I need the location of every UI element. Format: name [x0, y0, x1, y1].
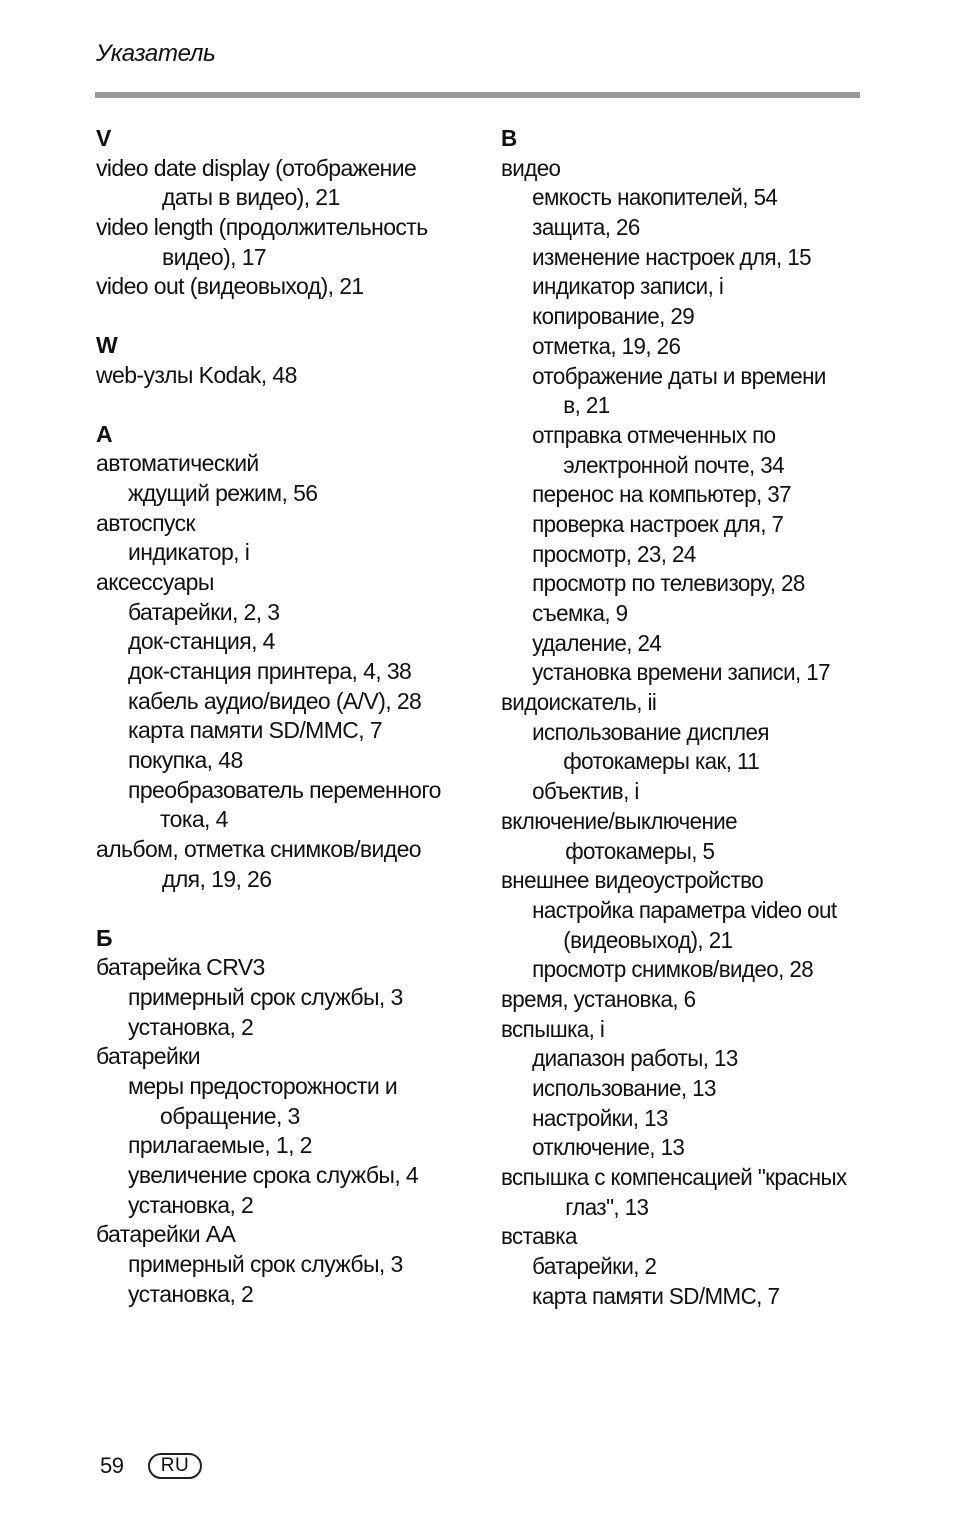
index-entry: video out (видеовыход), 21: [96, 273, 364, 300]
index-entry-continuation: (видеовыход), 21: [563, 926, 733, 953]
index-subentry: отправка отмеченных по: [532, 421, 776, 448]
index-letter-heading: Б: [96, 924, 113, 951]
index-entry-continuation: глаз", 13: [565, 1193, 649, 1220]
index-section-gap: [96, 391, 466, 420]
index-entry: аксессуары: [96, 568, 214, 595]
index-subentry: меры предосторожности и: [128, 1072, 398, 1099]
index-subentry: карта памяти SD/MMC, 7: [128, 717, 383, 744]
index-subentry: преобразователь переменного: [128, 776, 441, 803]
index-subentry: док-станция, 4: [128, 628, 275, 655]
index-entry: батарейки: [96, 1043, 200, 1070]
header-divider: [95, 92, 860, 98]
index-subentry: отображение даты и времени: [532, 362, 826, 389]
index-entry-continuation: в, 21: [563, 392, 610, 419]
index-subentry: примерный срок службы, 3: [128, 983, 403, 1010]
index-entry: батарейка CRV3: [96, 954, 265, 981]
index-subentry: просмотр снимков/видео, 28: [532, 956, 814, 983]
index-subentry: примерный срок службы, 3: [128, 1251, 403, 1278]
index-column-left: [96, 124, 466, 1309]
index-entry: видео: [501, 154, 561, 181]
index-subentry: защита, 26: [532, 214, 640, 241]
index-entry: батарейки AA: [96, 1221, 236, 1248]
index-subentry: отключение, 13: [532, 1134, 685, 1161]
index-entry: видоискатель, ii: [501, 689, 657, 716]
index-subentry: удаление, 24: [532, 629, 662, 656]
index-subentry: индикатор, i: [128, 539, 250, 566]
index-entry: внешнее видеоустройство: [501, 867, 764, 894]
index-subentry: установка, 2: [128, 1280, 254, 1307]
index-subentry: индикатор записи, i: [532, 273, 724, 300]
index-letter-heading: A: [96, 420, 113, 447]
index-subentry: увеличение срока службы, 4: [128, 1162, 419, 1188]
index-entry-continuation: электронной почте, 34: [563, 451, 785, 478]
index-entry-continuation: для, 19, 26: [162, 865, 272, 892]
index-subentry: установка, 2: [128, 1013, 254, 1040]
index-subentry: просмотр, 23, 24: [532, 540, 696, 567]
index-entry: video date display (отображение: [96, 154, 417, 181]
index-subentry: установка времени записи, 17: [532, 659, 831, 686]
index-subentry: использование, 13: [532, 1075, 716, 1101]
index-subentry: карта памяти SD/MMC, 7: [532, 1282, 780, 1309]
index-subentry: просмотр по телевизору, 28: [532, 570, 805, 597]
language-badge: RU: [148, 1453, 202, 1479]
index-subentry: покупка, 48: [128, 747, 243, 774]
index-entry-continuation: видео), 17: [162, 243, 267, 270]
index-subentry: копирование, 29: [532, 303, 695, 330]
index-entry-continuation: даты в видео), 21: [162, 184, 340, 211]
index-entry: альбом, отметка снимков/видео: [96, 836, 421, 863]
index-subentry: объектив, i: [532, 778, 639, 805]
index-entry-continuation: фотокамеры, 5: [565, 837, 715, 864]
index-subentry: съемка, 9: [532, 600, 628, 626]
index-letter-heading: В: [501, 125, 518, 151]
index-entry: автоспуск: [96, 509, 195, 536]
index-subentry: емкость накопителей, 54: [532, 184, 778, 211]
index-entry-continuation: тока, 4: [160, 806, 228, 833]
index-entry: video length (продолжительность: [96, 214, 428, 241]
index-entry: включение/выключение: [501, 807, 738, 834]
index-subentry: установка, 2: [128, 1191, 254, 1218]
index-subentry: батарейки, 2: [532, 1253, 657, 1280]
index-subentry: настройки, 13: [532, 1104, 668, 1131]
index-entry: вставка: [501, 1223, 577, 1250]
index-entry: web-узлы Kodak, 48: [96, 361, 297, 388]
index-section-gap: [96, 895, 466, 924]
index-column-right: [501, 124, 861, 1312]
index-subentry: перенос на компьютер, 37: [532, 481, 791, 508]
page-header-title: Указатель: [96, 40, 216, 67]
index-entry: автоматический: [96, 450, 259, 477]
index-subentry: док-станция принтера, 4, 38: [128, 658, 412, 684]
index-subentry: диапазон работы, 13: [532, 1045, 738, 1072]
page-number: 59: [100, 1453, 124, 1478]
index-subentry: изменение настроек для, 15: [532, 243, 812, 270]
index-subentry: использование дисплея: [532, 718, 769, 745]
index-subentry: ждущий режим, 56: [128, 479, 318, 506]
index-subentry: батарейки, 2, 3: [128, 598, 280, 625]
index-subentry: проверка настроек для, 7: [532, 510, 784, 537]
index-letter-heading: V: [96, 125, 112, 151]
index-subentry: настройка параметра video out: [532, 896, 837, 923]
index-entry: вспышка, i: [501, 1015, 605, 1042]
index-subentry: прилагаемые, 1, 2: [128, 1132, 312, 1159]
index-entry-continuation: обращение, 3: [160, 1102, 300, 1129]
index-entry: время, установка, 6: [501, 985, 696, 1012]
index-letter-heading: W: [96, 332, 118, 359]
index-entry-continuation: фотокамеры как, 11: [563, 748, 760, 775]
index-entry: вспышка с компенсацией "красных: [501, 1164, 847, 1191]
index-subentry: отметка, 19, 26: [532, 332, 681, 359]
index-subentry: кабель аудио/видео (A/V), 28: [128, 687, 422, 714]
index-section-gap: [96, 302, 466, 331]
